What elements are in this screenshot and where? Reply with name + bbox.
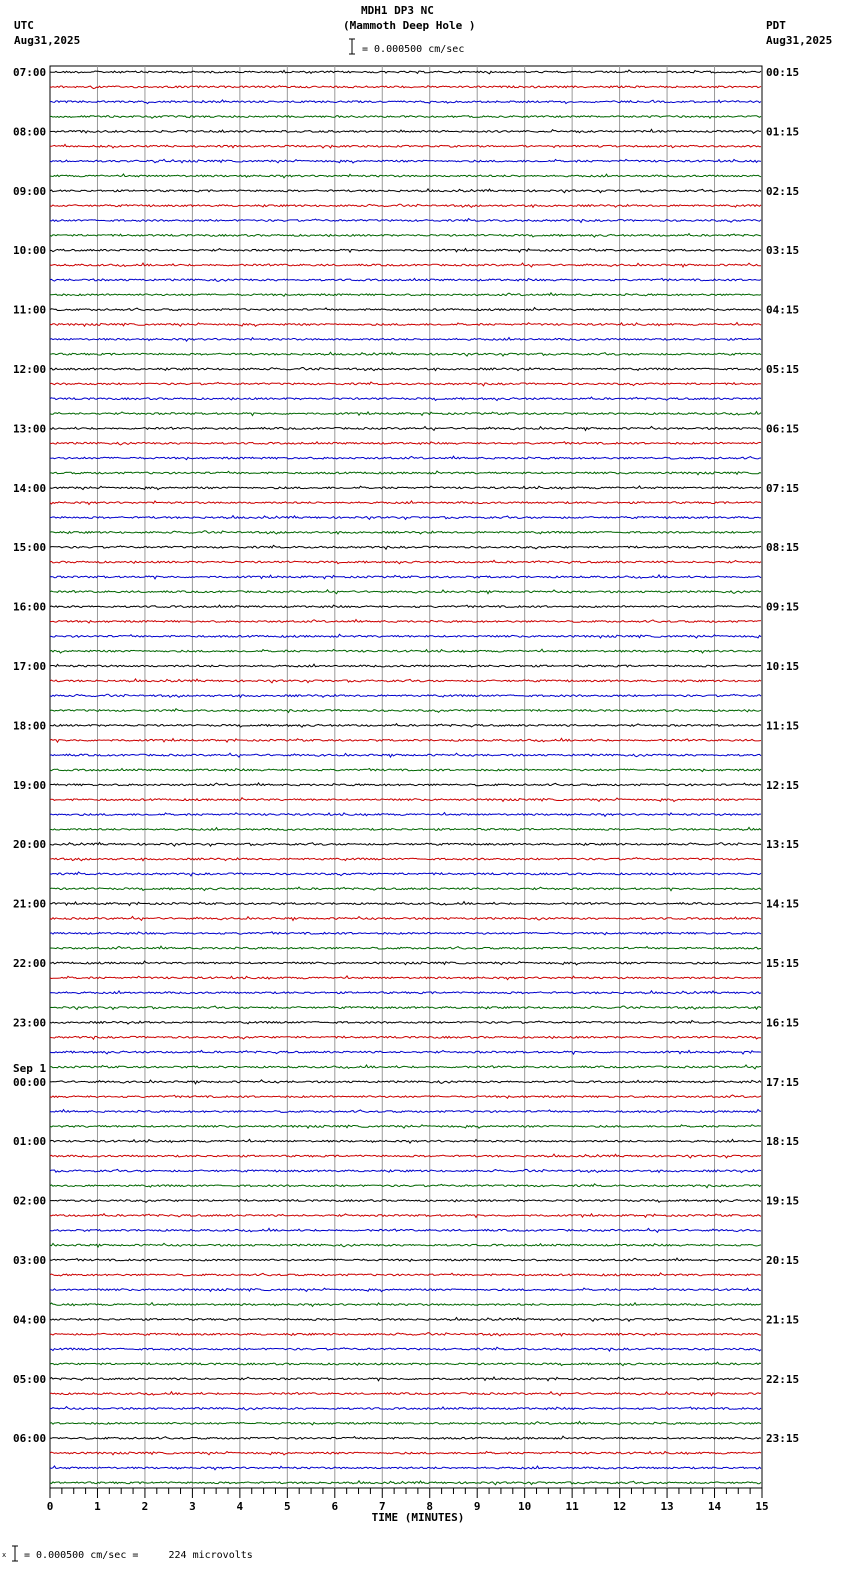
pdt-hour-label: 21:15 [766,1313,800,1327]
seismic-trace [50,1377,761,1381]
seismic-trace [50,412,761,416]
seismic-trace [50,86,761,89]
seismic-trace [50,1243,761,1247]
seismic-trace [50,769,761,772]
x-tick-label: 9 [473,1500,481,1513]
seismic-trace [50,263,761,267]
utc-hour-label: 17:00 [13,660,47,673]
seismic-trace [50,471,761,475]
seismic-trace [50,694,761,697]
seismic-trace [50,1451,761,1455]
seismic-trace [50,516,761,520]
seismic-trace [50,976,761,980]
seismic-trace [50,858,761,861]
seismic-trace [50,159,761,163]
seismic-trace [50,219,761,223]
seismic-trace [50,545,761,549]
utc-hour-label: 13:00 [13,422,47,436]
seismic-trace [50,620,761,624]
x-tick-label: 10 [518,1500,532,1513]
utc-hour-label: 06:00 [13,1432,47,1446]
seismic-trace [50,1273,761,1276]
seismic-trace [50,1347,761,1351]
seismic-trace [50,1065,761,1069]
seismic-trace [50,575,761,579]
seismic-trace [50,100,761,104]
pdt-hour-label: 23:15 [766,1432,800,1446]
seismic-trace [50,1228,761,1232]
x-tick-label: 13 [660,1500,674,1513]
pdt-hour-label: 07:15 [766,481,800,495]
seismic-trace [50,129,761,133]
seismic-trace [50,204,761,207]
pdt-hour-label: 08:15 [766,541,800,555]
seismic-trace [50,1407,761,1411]
x-tick-label: 4 [236,1500,244,1513]
utc-hour-label: 14:00 [13,481,47,495]
pdt-hour-label: 20:15 [766,1254,800,1267]
seismic-trace [50,1036,761,1039]
x-tick-label: 11 [565,1500,579,1513]
x-tick-label: 1 [94,1500,101,1513]
seismic-trace [50,813,761,817]
seismic-trace [50,427,761,431]
seismic-trace [50,249,761,253]
seismic-trace [50,1125,761,1129]
seismic-trace [50,1333,761,1336]
seismic-trace [50,1050,761,1054]
seismic-trace [50,1095,761,1098]
x-tick-label: 3 [189,1500,196,1513]
pdt-hour-label: 05:15 [766,363,800,376]
pdt-hour-label: 17:15 [766,1075,800,1089]
seismic-trace [50,1288,761,1292]
seismic-trace [50,872,761,876]
seismic-trace [50,932,761,935]
seismic-trace [50,501,761,505]
seismic-trace [50,1392,761,1396]
utc-hour-label: 03:00 [13,1254,47,1267]
seismic-trace [50,946,761,949]
seismic-trace [50,1139,761,1143]
seismic-trace [50,1169,761,1172]
seismic-trace [50,560,761,564]
utc-zone-label: UTC [14,19,34,32]
seismic-trace [50,1362,761,1366]
seismic-trace [50,1184,761,1188]
seismic-trace [50,338,761,342]
seismic-trace [50,1080,761,1084]
seismic-trace [50,278,761,281]
x-tick-label: 15 [755,1500,769,1513]
pdt-hour-label: 10:15 [766,660,800,673]
utc-hour-label: 21:00 [13,897,47,911]
pdt-hour-label: 15:15 [766,957,800,970]
pdt-hour-label: 06:15 [766,422,800,436]
utc-hour-label: 11:00 [13,303,47,317]
x-tick-label: 12 [612,1500,627,1513]
seismic-trace [50,991,761,994]
pdt-hour-label: 09:15 [766,600,800,614]
seismic-trace [50,917,761,921]
seismic-trace [50,486,761,490]
seismic-trace [50,308,761,311]
date-change-label: Sep 1 [13,1061,47,1075]
scale-label: = 0.000500 cm/sec [362,44,465,55]
seismic-trace [50,531,761,534]
utc-hour-label: 19:00 [13,778,47,792]
pdt-hour-label: 04:15 [766,303,800,317]
seismic-trace [50,352,761,356]
x-tick-label: 6 [331,1500,339,1513]
seismic-trace [50,1214,761,1218]
seismic-trace [50,590,761,594]
seismic-trace [50,1466,761,1470]
utc-hour-label: 12:00 [13,363,47,376]
seismic-trace [50,961,761,965]
pdt-hour-label: 16:15 [766,1016,800,1030]
utc-hour-label: 05:00 [13,1372,47,1386]
seismic-trace [50,738,761,742]
seismic-trace [50,1021,761,1025]
seismic-trace [50,1110,761,1113]
utc-hour-label: 18:00 [13,719,47,733]
x-tick-label: 8 [426,1500,434,1513]
pdt-hour-label: 13:15 [766,838,800,852]
pdt-hour-label: 12:15 [766,778,800,792]
seismic-trace [50,827,761,830]
seismic-trace [50,679,761,683]
seismic-trace [50,783,761,786]
utc-hour-label: 09:00 [13,184,47,198]
x-tick-label: 5 [284,1500,291,1513]
pdt-hour-label: 02:15 [766,184,800,198]
pdt-hour-label: 19:15 [766,1194,800,1208]
seismic-trace [50,887,761,891]
seismic-trace [50,1318,761,1322]
station-title: MDH1 DP3 NC [361,4,434,17]
x-tick-label: 2 [141,1500,149,1513]
seismic-trace [50,1200,761,1203]
x-tick-label: 0 [46,1500,54,1513]
pdt-hour-label: 00:15 [766,66,800,79]
pdt-hour-label: 11:15 [766,719,800,733]
seismic-trace [50,1303,761,1307]
seismic-trace [50,382,761,386]
seismic-trace [50,1481,761,1485]
x-tick-label: 14 [707,1500,722,1513]
seismic-trace [50,843,761,847]
seismic-trace [50,368,761,371]
seismic-trace [50,1258,761,1261]
seismic-trace [50,753,761,757]
seismic-trace [50,174,761,178]
utc-hour-label: 23:00 [13,1016,47,1030]
pdt-hour-label: 03:15 [766,244,800,258]
seismic-trace [50,724,761,728]
seismic-trace [50,397,761,401]
seismic-trace [50,1436,761,1439]
seismic-trace [50,323,761,327]
utc-hour-label: 02:00 [13,1194,47,1208]
utc-hour-label: 15:00 [13,541,47,555]
station-location: (Mammoth Deep Hole ) [343,19,476,32]
seismic-trace [50,234,761,238]
pdt-zone-label: PDT [766,19,786,32]
footer-scale-note: = 0.000500 cm/sec = 224 microvolts [24,1550,253,1561]
seismic-trace [50,634,761,638]
seismic-trace [50,798,761,802]
seismic-trace [50,902,761,906]
seismic-trace [50,293,761,297]
footer-scale-prefix: x [2,1551,7,1559]
seismic-trace [50,1154,761,1158]
pdt-hour-label: 14:15 [766,897,800,911]
seismic-trace [50,709,761,713]
pdt-hour-label: 01:15 [766,125,800,139]
seismic-trace [50,1421,761,1425]
seismic-trace [50,605,761,608]
utc-date-label: Aug31,2025 [14,34,81,47]
seismic-trace [50,70,761,74]
x-axis-label: TIME (MINUTES) [371,1511,465,1524]
utc-hour-label: 08:00 [13,125,47,139]
seismic-trace [50,664,761,667]
seismic-trace [50,649,761,653]
pdt-hour-label: 22:15 [766,1372,800,1386]
pdt-date-label: Aug31,2025 [766,34,833,47]
utc-hour-label: 20:00 [13,838,47,852]
seismic-trace [50,442,761,445]
seismic-trace [50,456,761,459]
utc-hour-label: 01:00 [13,1135,47,1149]
seismic-trace [50,144,761,148]
utc-hour-label: 10:00 [13,244,47,258]
x-tick-label: 7 [378,1500,386,1513]
utc-hour-label: 16:00 [13,600,47,614]
pdt-hour-label: 18:15 [766,1135,800,1149]
seismic-trace [50,1006,761,1010]
seismic-trace [50,189,761,193]
seismic-trace [50,116,761,119]
utc-hour-label: 22:00 [13,957,47,970]
utc-hour-label: 00:00 [13,1075,47,1089]
utc-hour-label: 07:00 [13,66,47,79]
utc-hour-label: 04:00 [13,1313,47,1327]
